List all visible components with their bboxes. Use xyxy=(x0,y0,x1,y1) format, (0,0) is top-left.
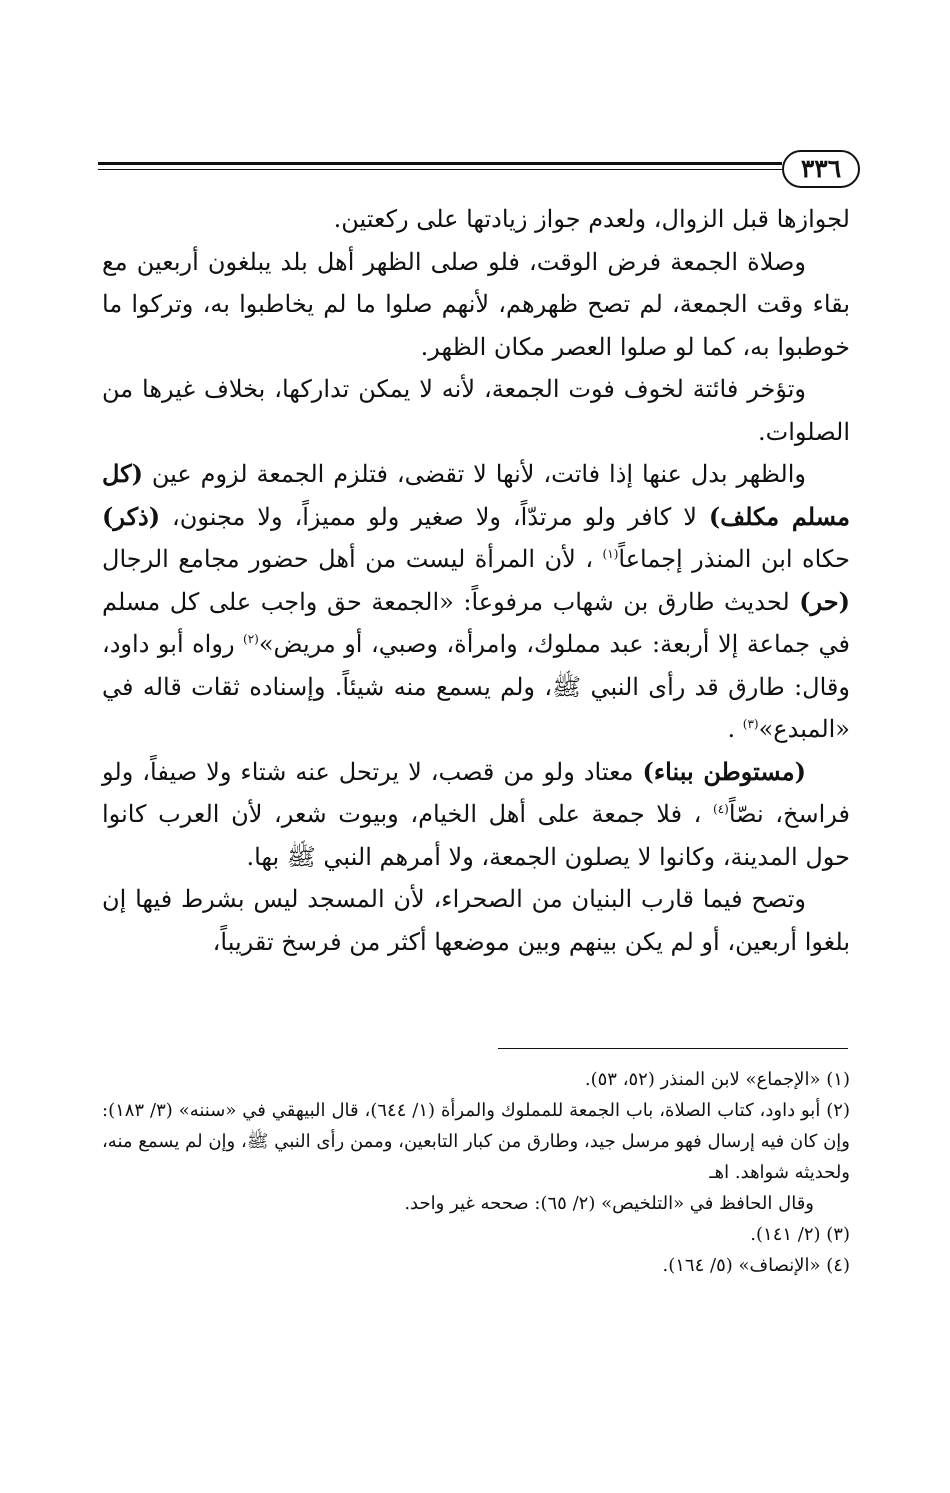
footnote-marker: (٢) xyxy=(243,632,259,646)
text-segment: لا كافر ولو مرتدّاً، ولا صغير ولو مميزاً، ولا مجنون، xyxy=(160,502,709,531)
footnote: (٢) أبو داود، كتاب الصلاة، باب الجمعة للمملوك والمرأة (١/ ٦٤٤)، قال البيهقي في «سننه» (٣/ ١٨٣): وإن كان فيه إرسال فهو مرسل جيد، وطارق من كبار التابعين، وممن رأى النبي ﷺ، وإن لم يسمع منه، ولحديثه شواهد. اهـ xyxy=(102,1100,850,1183)
page-number: ٣٣٦ xyxy=(782,150,860,188)
text-segment: لحديث طارق بن شهاب مرفوعاً: «الجمعة حق واجب على كل مسلم في جماعة إلا أربعة: عبد مملوك، وامرأة، وصبي، أو مريض» xyxy=(102,587,850,658)
main-text xyxy=(102,198,850,963)
footnote-continuation: وقال الحافظ في «التلخيص» (٢/ ٦٥): صححه غير واحد. xyxy=(404,1193,814,1214)
paragraph xyxy=(102,241,850,369)
text-segment: لجوازها قبل الزوال، ولعدم جواز زيادتها على ركعتين. xyxy=(333,205,850,233)
paragraph xyxy=(102,751,850,879)
matn-term: (مستوطن ببناء) xyxy=(642,756,806,786)
footnote: (١) «الإجماع» لابن المنذر (٥٢، ٥٣). xyxy=(584,1069,850,1090)
footnotes xyxy=(102,1064,850,1281)
text-segment: وتصح فيما قارب البنيان من الصحراء، لأن المسجد ليس بشرط فيها إن بلغوا أربعين، أو لم يكن بينهم وبين موضعها أكثر من فرسخ تقريباً، xyxy=(102,885,850,956)
text-segment: . xyxy=(727,715,743,743)
text-segment: رواه أبو داود، وقال: طارق قد رأى النبي ﷺ، ولم يسمع منه شيئاً. وإسناده ثقات قاله في «المبدع» xyxy=(102,630,850,743)
page-header xyxy=(98,150,860,190)
footnote-marker: (٣) xyxy=(742,717,759,731)
text-segment: وتؤخر فائتة لخوف فوت الجمعة، لأنه لا يمكن تداركها، بخلاف غيرها من الصلوات. xyxy=(102,375,850,446)
footnote-separator xyxy=(498,1048,848,1049)
matn-term: (كل مسلم مكلف) xyxy=(102,459,851,531)
footnote-marker: (٤) xyxy=(713,802,729,816)
text-segment: ، فلا جمعة على أهل الخيام، وبيوت شعر، لأن العرب كانوا حول المدينة، وكانوا لا يصلون الجمعة، ولا أمرهم النبي ﷺ بها. xyxy=(102,800,850,871)
paragraph xyxy=(102,368,850,453)
header-rule xyxy=(98,162,782,170)
matn-term: (ذكر) xyxy=(102,501,161,531)
footnote: (٣) (٢/ ١٤١). xyxy=(750,1224,850,1245)
footnote: (٤) «الإنصاف» (٥/ ١٦٤). xyxy=(662,1255,850,1276)
paragraph xyxy=(102,878,850,963)
footnote-marker: (١) xyxy=(602,547,619,561)
matn-term: (حر) xyxy=(799,586,850,616)
text-segment: حكاه ابن المنذر إجماعاً xyxy=(618,545,850,573)
paragraph xyxy=(102,198,850,241)
text-segment: معتاد ولو من قصب، لا يرتحل عنه شتاء ولا صيفاً، ولو فراسخ، نصّاً xyxy=(102,757,850,828)
paragraph xyxy=(102,453,850,751)
text-segment: والظهر بدل عنها إذا فاتت، لأنها لا تقضى، فتلزم الجمعة لزوم عين xyxy=(142,460,806,488)
text-segment: ، لأن المرأة ليست من أهل حضور مجامع الرجال xyxy=(102,545,603,573)
text-segment: وصلاة الجمعة فرض الوقت، فلو صلى الظهر أهل بلد يبلغون أربعين مع بقاء وقت الجمعة، لم تصح ظهرهم، لأنهم صلوا ما لم يخاطبوا به، وتركوا ما خوطبوا به، كما لو صلوا العصر مكان الظهر. xyxy=(102,247,850,361)
